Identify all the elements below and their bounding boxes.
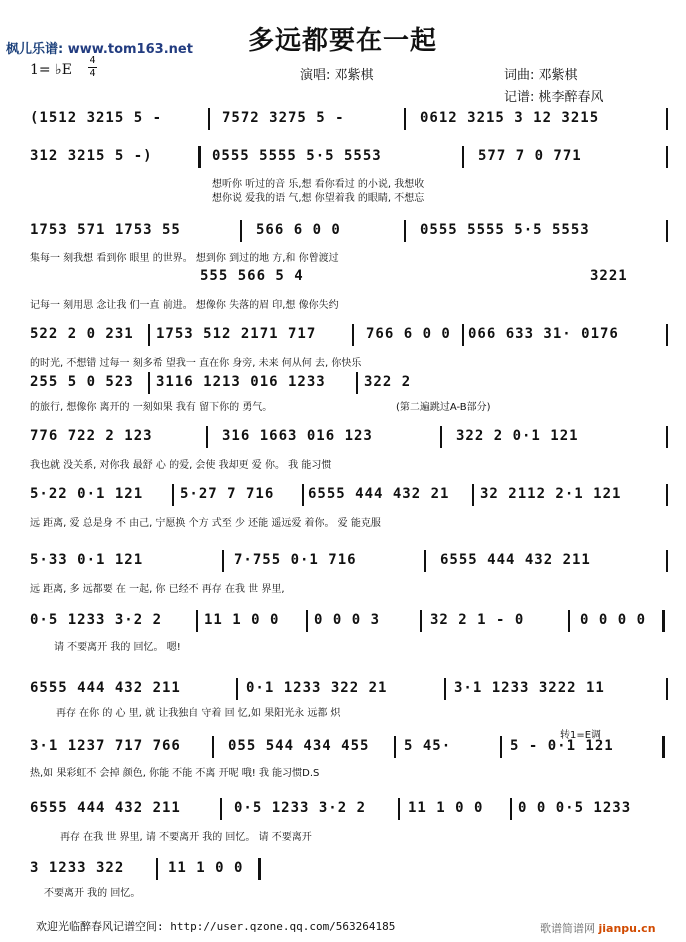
barline	[394, 736, 396, 758]
time-signature	[88, 56, 97, 79]
barline	[510, 798, 512, 820]
measure-group: 312 3215 5 -)	[30, 148, 153, 164]
score-row-5	[0, 326, 686, 369]
measure-group: 3116 1213 016 1233	[156, 374, 326, 390]
score-row-1	[0, 110, 686, 136]
measure-group: 5·22 0·1 121	[30, 486, 144, 502]
barline	[356, 372, 358, 394]
measure-group: 0 0 0 0	[580, 612, 647, 628]
score-row-14	[0, 860, 686, 899]
lyric-line: 远 距离, 多 远都要 在 一起, 你 已经不 再存 在我 世 界里,	[30, 584, 285, 595]
measure-group: 3·1 1233 3222 11	[454, 680, 605, 696]
measure-group: 0 0 0 3	[314, 612, 381, 628]
lyric-line: 的时光, 不想错 过每一 刻多希 望我一 直在你 身旁, 未来 何从何 去, 你快乐	[30, 358, 362, 369]
measure-group: 0·5 1233 3·2 2	[30, 612, 163, 628]
score-row-2	[0, 148, 686, 204]
measure-group: 316 1663 016 123	[222, 428, 373, 444]
footer-link[interactable]: 欢迎光临醉春风记谱空间: http://user.qzone.qq.com/563264185	[36, 920, 396, 933]
barline	[666, 678, 668, 700]
time-top: 4	[89, 55, 96, 66]
barline	[172, 484, 174, 506]
measure-group: 0555 5555 5·5 5553	[212, 148, 382, 164]
measure-group: 0·5 1233 3·2 2	[234, 800, 367, 816]
lyric-line: 想你说 爱我的语 气,想 你望着我 的眼睛, 不想忘	[212, 193, 425, 204]
score-row-3	[0, 222, 686, 264]
lyric-line: 不要离开 我的 回忆。	[44, 888, 141, 899]
barline	[472, 484, 474, 506]
score-row-4	[0, 268, 686, 311]
score-row-6	[0, 374, 686, 413]
lyric-line: 再存 在我 世 界里, 请 不要离开 我的 回忆。 请 不要离开	[60, 832, 312, 843]
barline	[398, 798, 400, 820]
barline	[302, 484, 304, 506]
measure-group: 555 566 5 4	[200, 268, 304, 284]
lyric-line: 记每一 刻用思 念让我 们一直 前进。 想像你 失落的眉 印,想 像你失约	[30, 300, 339, 311]
barline	[666, 484, 668, 506]
site-url-link[interactable]: www.tom163.net	[67, 42, 193, 57]
barline	[148, 324, 150, 346]
barline	[462, 146, 464, 168]
measure-group: 6555 444 432 211	[440, 552, 591, 568]
barline	[352, 324, 354, 346]
measure-group: (1512 3215 5 -	[30, 110, 163, 126]
measure-group: 055 544 434 455	[228, 738, 370, 754]
measure-group: 11 1 0 0	[168, 860, 244, 876]
measure-group: 522 2 0 231	[30, 326, 134, 342]
barline	[420, 610, 422, 632]
lyric-line: 想听你 听过的音 乐,想 看你看过 的小说, 我想收	[212, 179, 425, 190]
measure-group: 577 7 0 771	[478, 148, 582, 164]
song-title: 多远都要在一起	[248, 26, 438, 56]
barline	[148, 372, 150, 394]
measure-group: 5 - 0·1 121	[510, 738, 614, 754]
measure-group: 066 633 31· 0176	[468, 326, 619, 342]
barline	[236, 678, 238, 700]
measure-group: 776 722 2 123	[30, 428, 153, 444]
site-label: 枫儿乐谱:	[6, 42, 64, 57]
barline	[208, 108, 210, 130]
barline	[220, 798, 222, 820]
measure-group: 322 2 0·1 121	[456, 428, 579, 444]
measure-group: 566 6 0 0	[256, 222, 341, 238]
lyric-line: 我也就 没关系, 对你我 最舒 心 的爱, 会使 我却更 爱 你。 我 能习惯	[30, 460, 332, 471]
measure-group: 3221	[590, 268, 628, 284]
watermark	[540, 920, 656, 936]
time-bottom: 4	[89, 68, 96, 79]
barline	[568, 610, 570, 632]
watermark-text: 歌谱简谱网	[540, 922, 595, 935]
measure-group: 5 45·	[404, 738, 452, 754]
score-row-8	[0, 486, 686, 529]
barline	[404, 108, 406, 130]
measure-group: 766 6 0 0	[366, 326, 451, 342]
measure-group: 32 2 1 - 0	[430, 612, 525, 628]
lyric-line: 请 不要离开 我的 回忆。 嗯!	[54, 642, 181, 653]
lyric-line: 再存 在你 的 心 里, 就 让我独自 守着 回 忆,如 果阳光永 远都 炽	[56, 708, 341, 719]
score-row-13	[0, 800, 686, 843]
watermark-url: jianpu.cn	[598, 922, 656, 935]
barline	[666, 324, 668, 346]
measure-group: 6555 444 432 211	[30, 800, 181, 816]
measure-group: 1753 512 2171 717	[156, 326, 317, 342]
repeat-end-barline	[662, 610, 665, 632]
measure-group: 11 1 0 0	[408, 800, 484, 816]
measure-group: 0555 5555 5·5 5553	[420, 222, 590, 238]
score-row-11	[0, 680, 686, 719]
singer-credit: 演唱: 邓紫棋	[300, 68, 374, 83]
barline	[222, 550, 224, 572]
barline	[666, 108, 668, 130]
barline	[424, 550, 426, 572]
lyric-line: 集每一 刻我想 看到你 眼里 的世界。 想到你 到过的地 方,和 你曾渡过	[30, 253, 339, 264]
measure-group: 0·1 1233 322 21	[246, 680, 388, 696]
barline	[440, 426, 442, 448]
measure-group: 32 2112 2·1 121	[480, 486, 622, 502]
measure-group: 5·27 7 716	[180, 486, 275, 502]
barline	[212, 736, 214, 758]
score-row-10	[0, 612, 686, 653]
barline	[462, 324, 464, 346]
score-row-9	[0, 552, 686, 595]
barline	[666, 426, 668, 448]
lyric-line: 热,如 果彩虹不 会掉 颜色, 你能 不能 不离 开呢 哦! 我 能习惯D.S	[30, 768, 320, 779]
barline	[156, 858, 158, 880]
transcriber-credit: 记谱: 桃李醉春风	[504, 90, 604, 105]
measure-group: 3 1233 322	[30, 860, 125, 876]
measure-group: 0612 3215 3 12 3215	[420, 110, 600, 126]
barline	[500, 736, 502, 758]
key-change-note: 转1=E调	[560, 730, 602, 741]
composer-credit: 词曲: 邓紫棋	[504, 68, 578, 83]
measure-group: 3·1 1237 717 766	[30, 738, 181, 754]
barline	[404, 220, 406, 242]
score-row-12	[0, 730, 686, 779]
barline	[666, 550, 668, 572]
lyric-line: 的旅行, 想像你 离开的 一刻如果 我有 留下你的 勇气。	[30, 402, 273, 413]
barline	[444, 678, 446, 700]
barline	[306, 610, 308, 632]
measure-group: 6555 444 432 211	[30, 680, 181, 696]
barline	[666, 146, 668, 168]
measure-group: 6555 444 432 21	[308, 486, 450, 502]
measure-group: 322 2	[364, 374, 412, 390]
barline	[206, 426, 208, 448]
measure-group: 0 0 0·5 1233	[518, 800, 632, 816]
measure-group: 7·755 0·1 716	[234, 552, 357, 568]
repeat-barline	[198, 146, 201, 168]
barline	[196, 610, 198, 632]
measure-group: 7572 3275 5 -	[222, 110, 345, 126]
site-banner	[6, 38, 193, 57]
measure-group: 11 1 0 0	[204, 612, 280, 628]
lyric-line: 远 距离, 爱 总是身 不 由己, 宁愿换 个方 式至 少 还能 遥远爱 着你。 爱 能克服	[30, 518, 381, 529]
measure-group: 1753 571 1753 55	[30, 222, 181, 238]
end-barline	[662, 736, 665, 758]
final-barline	[258, 858, 261, 880]
measure-group: 5·33 0·1 121	[30, 552, 144, 568]
score-row-7	[0, 428, 686, 471]
barline	[240, 220, 242, 242]
key-signature: 1= ♭E	[30, 62, 72, 78]
measure-group: 255 5 0 523	[30, 374, 134, 390]
barline	[666, 220, 668, 242]
repeat-note: (第二遍跳过A-B部分)	[396, 402, 491, 413]
